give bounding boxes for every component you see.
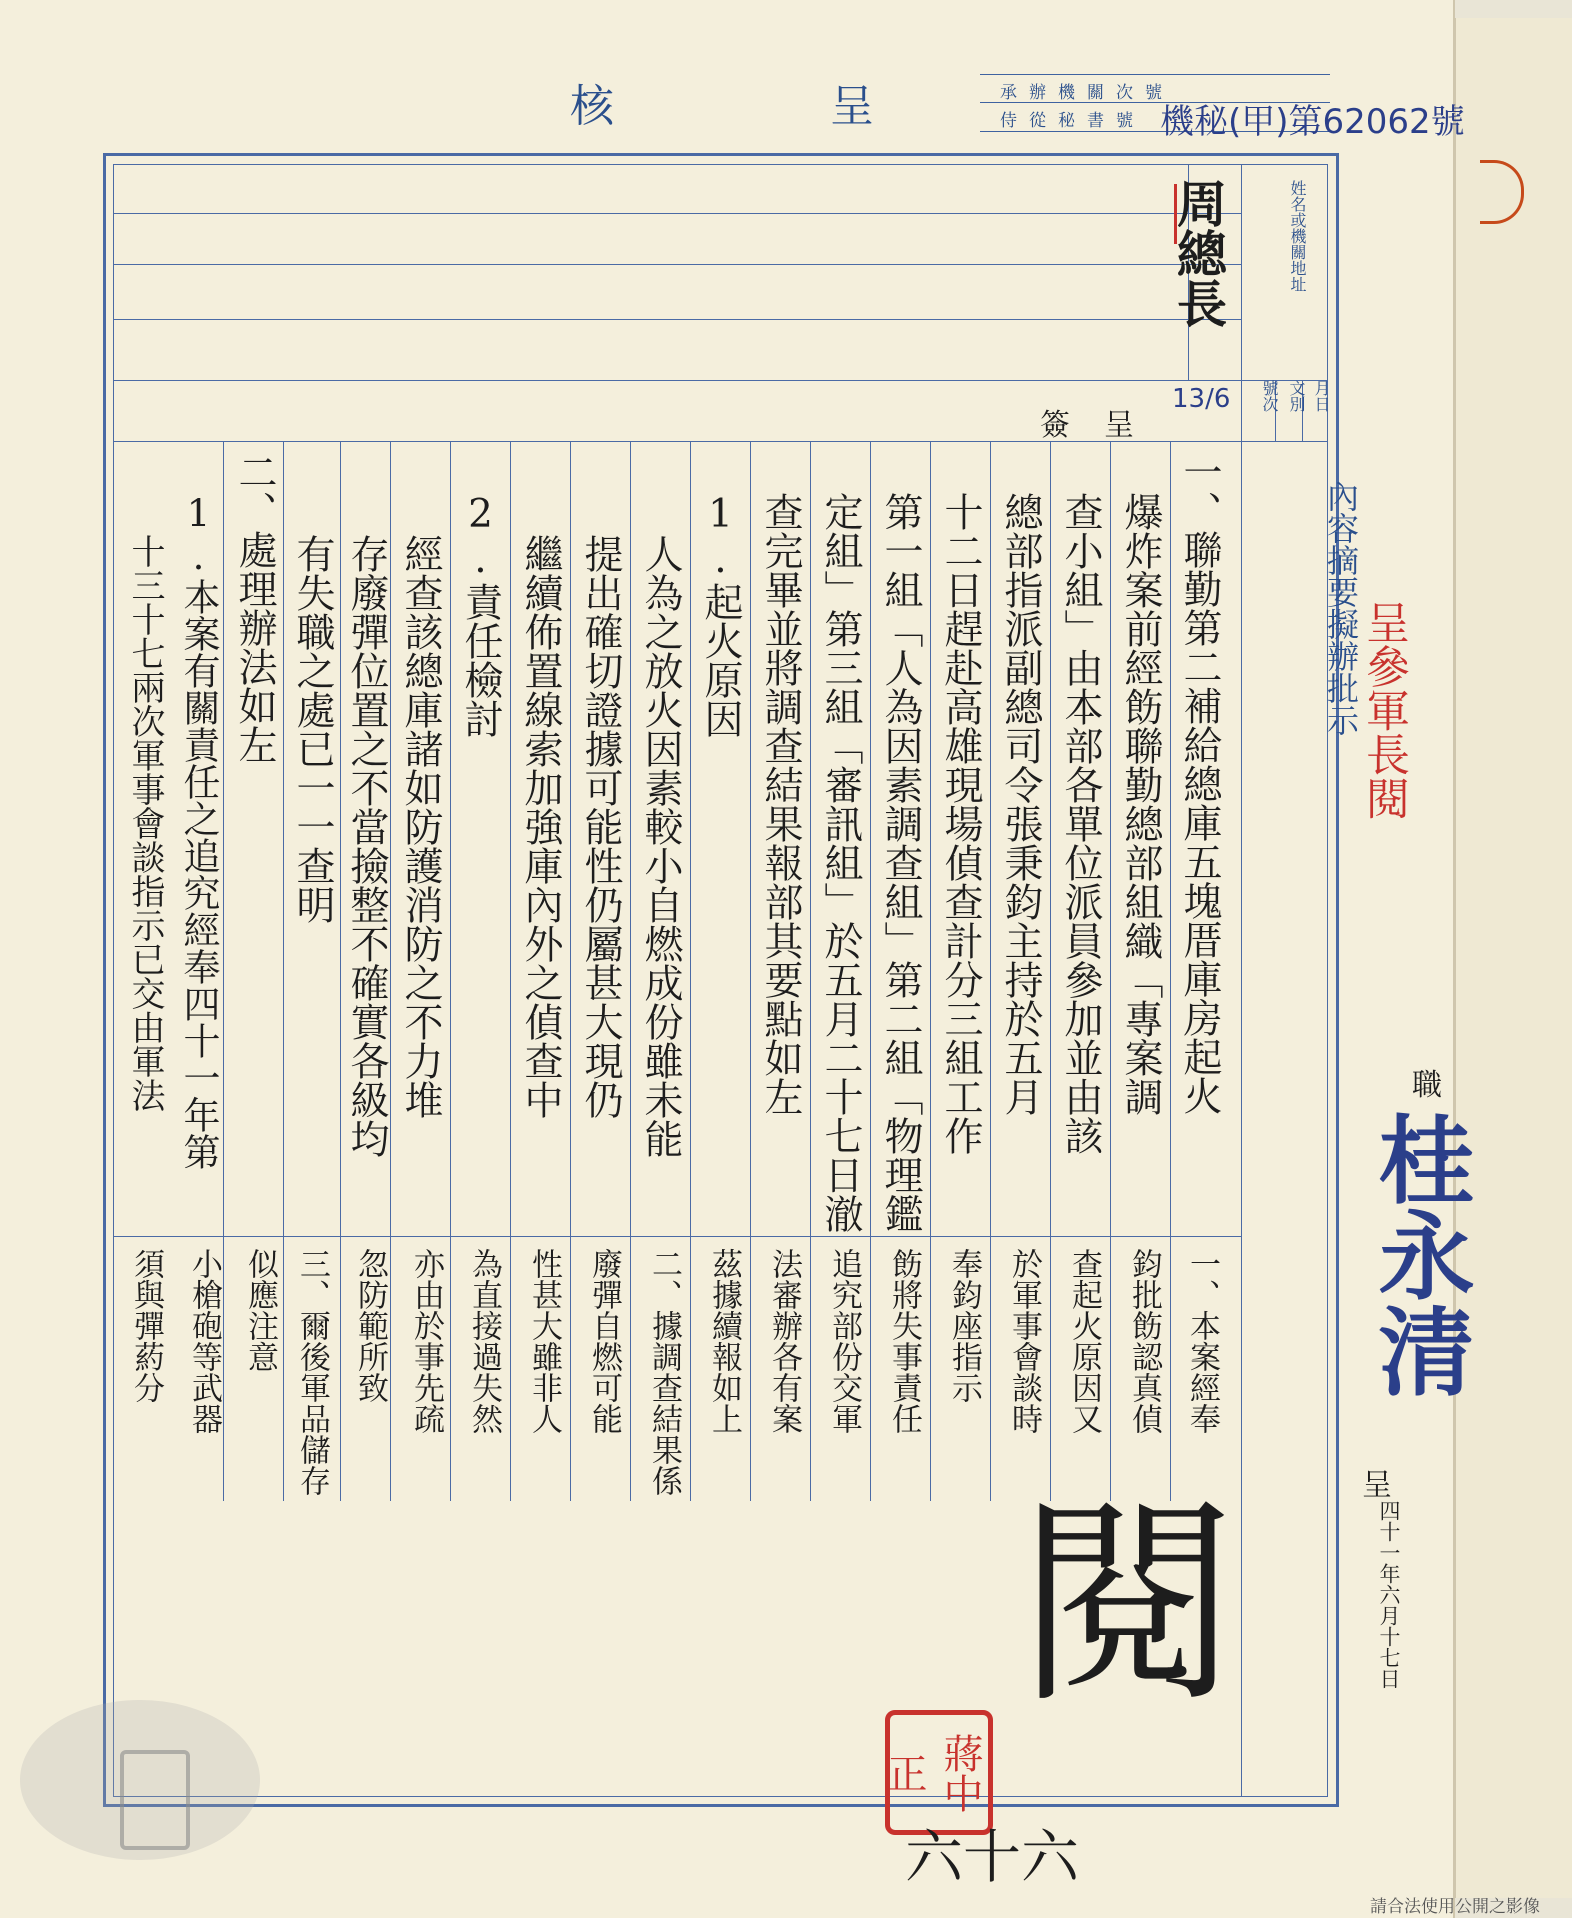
column-rule (870, 441, 871, 1501)
body-column: 總部指派副總司令張秉鈞主持於五月 (998, 492, 1043, 1116)
action-column: 廢彈自燃可能 (586, 1248, 622, 1434)
content-heading: 內容摘要擬辦批示 (1322, 480, 1360, 736)
rule (113, 264, 1241, 265)
body-column: 經查該總庫諸如防護消防之不力堆 (398, 534, 443, 1119)
body-column: 提出確切證據可能性仍屬甚大現仍 (578, 534, 623, 1119)
body-column: 查完畢並將調查結果報部其要點如左 (758, 492, 803, 1116)
body-column: 有失職之處已一一查明 (290, 534, 335, 924)
secretariat-label: 侍從秘書號 (1000, 111, 1145, 131)
column-rule (340, 441, 341, 1501)
sign-label: 簽呈 (1040, 408, 1168, 443)
action-column: 於軍事會談時 (1006, 1248, 1042, 1434)
sign-date-note: 13/6 (1172, 384, 1231, 414)
action-column: 追究部份交軍 (826, 1248, 862, 1434)
name-address-label: 姓名或機關地址 (1288, 180, 1307, 292)
rule (113, 319, 1241, 320)
recipient: 周總長 (1169, 178, 1228, 328)
action-column: 一、本案經奉 (1184, 1248, 1220, 1434)
approval-number: 六十六 (905, 1823, 1080, 1891)
red-annotation: 呈參軍長閱 (1358, 600, 1409, 820)
body-column: 十三十七兩次軍事會談指示已交由軍法 (125, 534, 165, 1112)
column-rule (390, 441, 391, 1501)
column-rule (690, 441, 691, 1501)
column-rule (630, 441, 631, 1501)
usage-notice: 請合法使用公開之影像 (1370, 1897, 1540, 1917)
column-rule (750, 441, 751, 1501)
body-column: 存廢彈位置之不當撿整不確實各級均 (344, 534, 389, 1158)
body-column: 二、處理辦法如左 (232, 452, 277, 764)
body-column: 定組」第三組「審訊組」於五月二十七日澈 (818, 492, 863, 1233)
reference-number: 機秘(甲)第62062號 (1160, 102, 1465, 142)
body-column: 一、聯勤第二補給總庫五塊厝庫房起火 (1177, 452, 1222, 1115)
column-rule (570, 441, 571, 1501)
action-column: 查起火原因又 (1066, 1248, 1102, 1434)
rule (113, 380, 1328, 381)
column-rule (283, 441, 284, 1501)
column-rule (1050, 441, 1051, 1501)
underlying-sheet (1455, 18, 1572, 1898)
body-column: 十二日趕赴高雄現場偵查計分三組工作 (938, 492, 983, 1155)
action-column: 似應注意 (242, 1248, 278, 1372)
form-title-left: 核 (570, 81, 614, 132)
body-column: 查小組」由本部各單位派員參加並由該 (1058, 492, 1103, 1155)
column-rule (1110, 441, 1111, 1501)
body-column: 1.本案有關責任之追究經奉四十一年第 (177, 492, 220, 1170)
action-column: 性甚大雖非人 (526, 1248, 562, 1434)
column-rule (450, 441, 451, 1501)
action-column: 飭將失事責任 (886, 1248, 922, 1434)
column-rule (510, 441, 511, 1501)
body-column: 第一組「人為因素調查組」第二組「物理鑑 (878, 492, 923, 1233)
staff-title: 職 (1412, 1068, 1442, 1103)
date-label: 月日 (1312, 380, 1331, 412)
action-column: 二、據調查結果係 (646, 1248, 682, 1496)
column-rule (990, 441, 991, 1501)
column-rule (930, 441, 931, 1501)
action-column: 法審辦各有案 (766, 1248, 802, 1434)
body-column: 爆炸案前經飭聯勤總部組織「專案調 (1118, 492, 1163, 1116)
rule (113, 213, 1241, 214)
column-rule (810, 441, 811, 1501)
rule (1241, 164, 1242, 1797)
action-column: 小槍砲等武器 (186, 1248, 222, 1434)
column-rule (1170, 441, 1171, 1501)
book-icon (120, 1750, 190, 1850)
action-column: 須與彈葯分 (128, 1248, 164, 1403)
staff-name: 桂永清 (1363, 1110, 1476, 1398)
form-title-right: 呈 (830, 81, 874, 132)
seal-stamp: 蔣中正 (885, 1710, 993, 1835)
submit-label: 呈 (1362, 1468, 1392, 1503)
action-column: 三、爾後軍品儲存 (294, 1248, 330, 1496)
number-label: 號次 (1260, 380, 1279, 412)
body-column: 繼續佈置線索加強庫內外之偵查中 (518, 534, 563, 1119)
action-column: 茲據續報如上 (706, 1248, 742, 1434)
category-label: 文別 (1287, 380, 1306, 412)
body-column: 2.責任檢討 (458, 492, 503, 738)
body-column: 人為之放火因素較小自燃成份雖未能 (638, 534, 683, 1158)
action-column: 奉鈞座指示 (946, 1248, 982, 1403)
approval-mark: 閱 (1018, 1477, 1239, 1733)
submit-date: 四十一年六月十七日 (1377, 1500, 1401, 1689)
body-column: 1.起火原因 (698, 492, 743, 738)
handling-office-label: 承辦機關次號 (1000, 83, 1174, 103)
action-column: 為直接過失然 (466, 1248, 502, 1434)
action-column: 鈞批飭認真偵 (1126, 1248, 1162, 1434)
action-column: 亦由於事先疏 (408, 1248, 444, 1434)
action-column: 忽防範所致 (352, 1248, 388, 1403)
